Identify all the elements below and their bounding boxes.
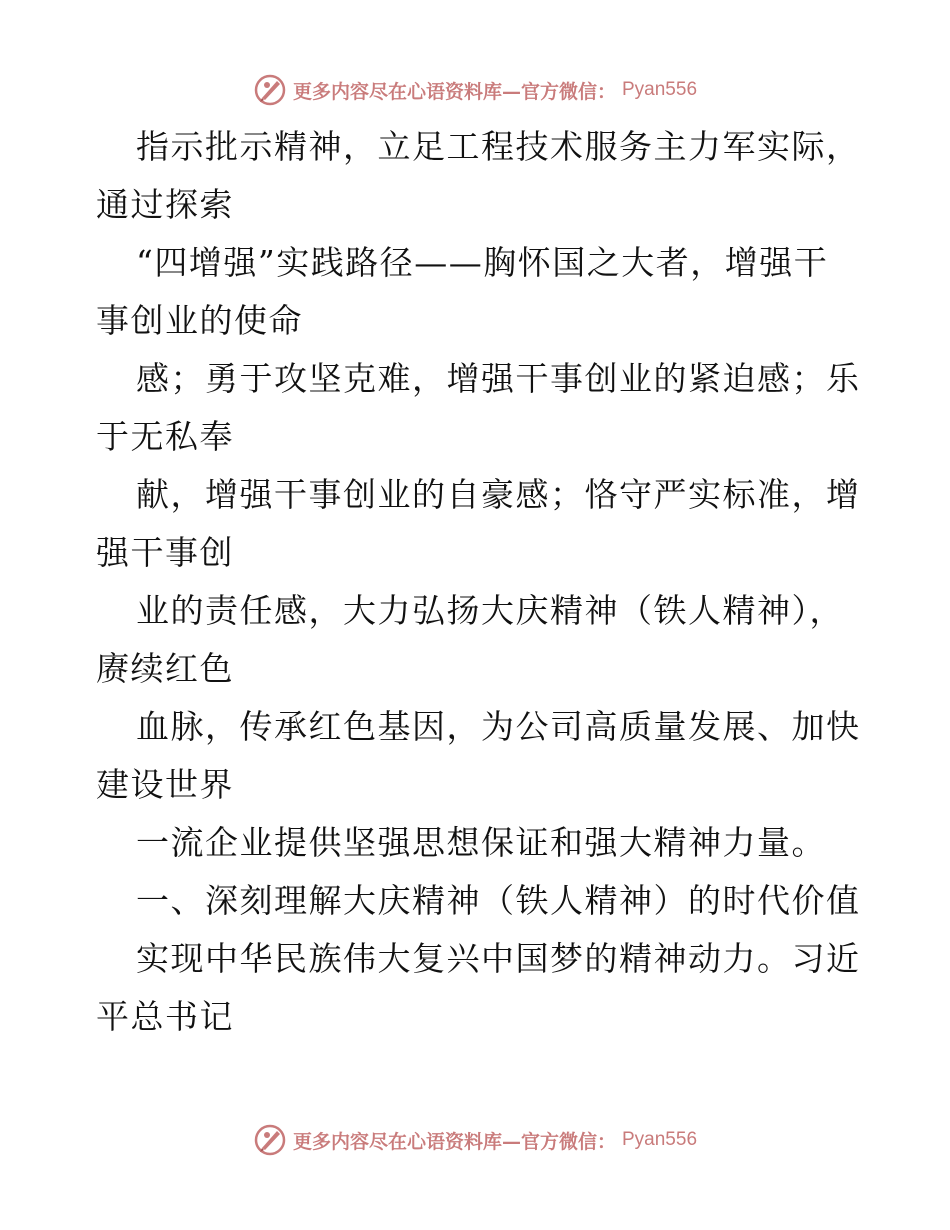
text-line: “四增强”实践路径——胸怀国之大者，增强干 <box>136 243 829 282</box>
quill-pen-logo-icon <box>253 73 287 107</box>
text-line: 赓续红色 <box>96 649 234 688</box>
footer-watermark <box>0 1120 950 1160</box>
text-line: 一、深刻理解大庆精神（铁人精神）的时代价值 <box>136 881 861 920</box>
text-line: 业的责任感，大力弘扬大庆精神（铁人精神）， <box>136 591 844 630</box>
text-line: 建设世界 <box>96 765 234 804</box>
watermark-wechat-id: Pyan556 <box>622 79 698 100</box>
text-line: 强干事创 <box>96 533 234 572</box>
text-line: 指示批示精神，立足工程技术服务主力军实际， <box>136 127 861 166</box>
watermark-text: 更多内容尽在心语资料库—官方微信： <box>292 80 616 103</box>
document-body <box>96 118 861 1046</box>
text-line: 献，增强干事创业的自豪感；恪守严实标准，增 <box>136 475 861 514</box>
text-line: 感；勇于攻坚克难，增强干事创业的紧迫感；乐 <box>136 359 861 398</box>
text-line: 通过探索 <box>96 185 234 224</box>
quill-pen-logo-icon <box>253 1123 287 1157</box>
text-line: 实现中华民族伟大复兴中国梦的精神动力。习近 <box>136 939 861 978</box>
watermark-text: 更多内容尽在心语资料库—官方微信： <box>292 1130 616 1153</box>
watermark-wechat-id: Pyan556 <box>622 1129 698 1150</box>
text-line: 平总书记 <box>96 997 234 1036</box>
text-line: 事创业的使命 <box>96 301 303 340</box>
header-watermark <box>0 70 950 110</box>
text-line: 血脉，传承红色基因，为公司高质量发展、加快 <box>136 707 861 746</box>
text-line: 于无私奉 <box>96 417 234 456</box>
text-line: 一流企业提供坚强思想保证和强大精神力量。 <box>136 823 826 862</box>
